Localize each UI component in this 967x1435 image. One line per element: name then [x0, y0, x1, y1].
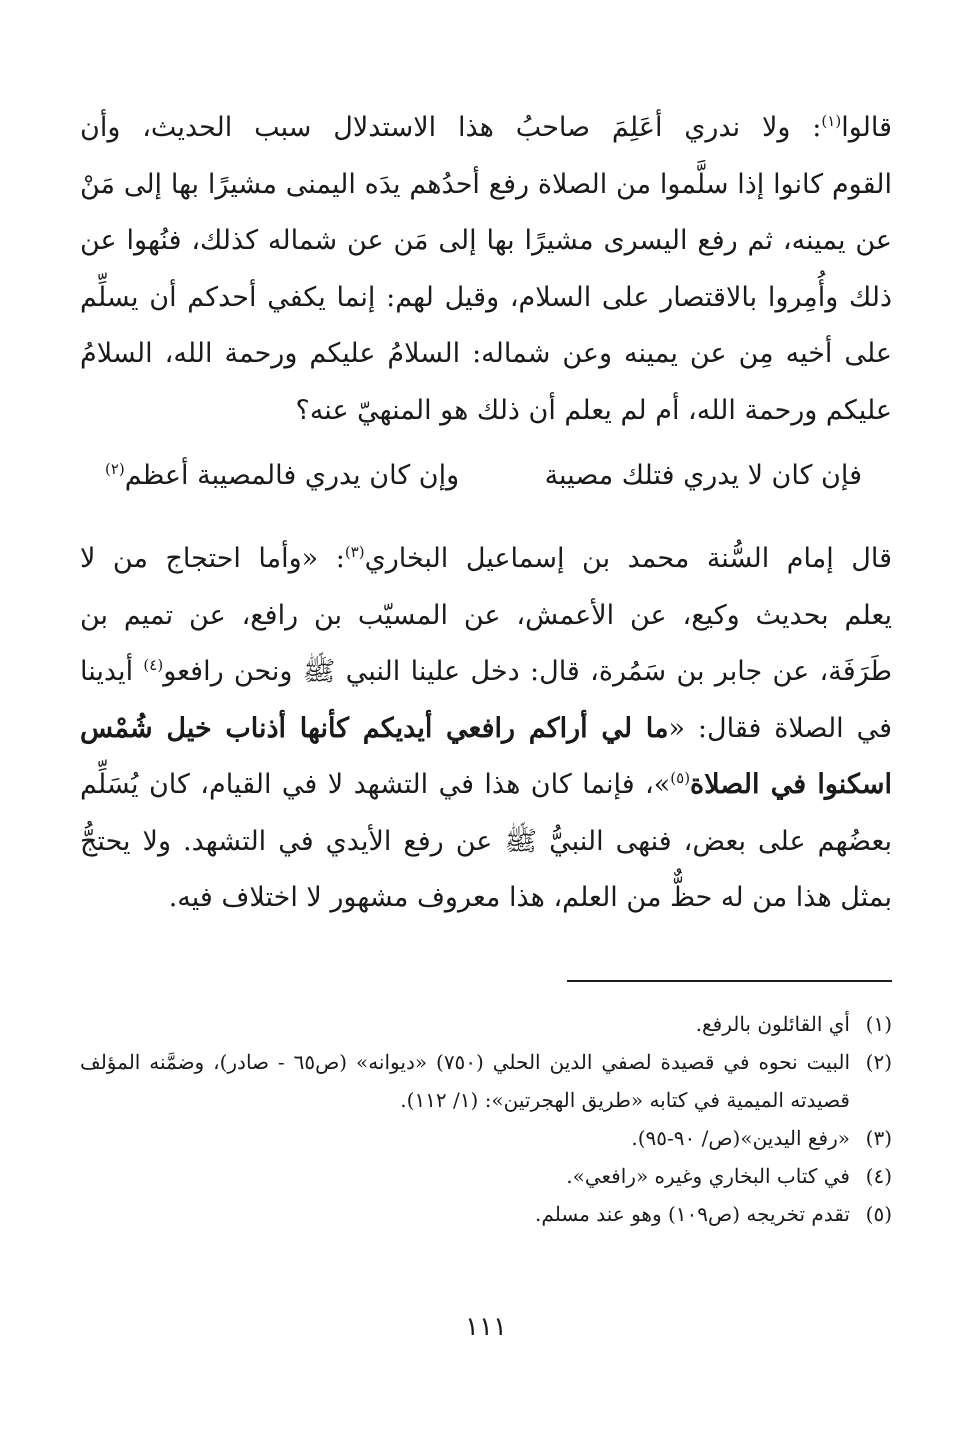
text-run: وإن كان يدري فالمصيبة أعظم — [124, 460, 460, 491]
page-number: ١١١ — [465, 1312, 507, 1342]
footnote-ref: (٤) — [143, 656, 164, 674]
verse-first-hemistich: فإن كان لا يدري فتلك مصيبة — [544, 460, 862, 491]
footnote-item — [80, 1005, 892, 1043]
paragraph-1-line: عليكم ورحمة الله، أم لم يعلم أن ذلك هو المنهيّ عنه؟ — [295, 394, 892, 426]
paragraph-2-line: يعلم بحديث وكيع، عن الأعمش، عن المسيّب بن رافع، عن تميم بن — [80, 599, 892, 631]
text-run: أيدينا — [80, 656, 144, 687]
paragraph-1-line: عن يمينه، ثم رفع اليسرى مشيرًا بها إلى مَن عن شماله كذلك، فنُهوا عن — [80, 225, 892, 256]
paragraph-1-line: على أخيه مِن عن يمينه وعن شماله: السلامُ عليكم ورحمة الله، السلامُ — [80, 338, 892, 369]
footnote-text: تقدم تخريجه (ص١٠٩) وهو عند مسلم. — [535, 1202, 850, 1226]
paragraph-2-line: بمثل هذا من له حظٌّ من العلم، هذا معروف مشهور لا اختلاف فيه. — [168, 882, 892, 913]
book-page — [80, 100, 892, 1400]
hadith-quote-bold: اسكنوا في الصلاة — [690, 769, 892, 800]
footnote-number: (٣) — [865, 1126, 892, 1150]
footnote-number: (٢) — [865, 1050, 892, 1074]
footnote-text: البيت نحوه في قصيدة لصفي الدين الحلي (٧٥٠) «ديوانه» (ص٦٥ - صادر)، وضمَّنه المؤلف قصيدته الميمية في كتابه «طريق الهجرتين»: (١/ ١١٢). — [80, 1050, 851, 1112]
footnote-number: (٥) — [865, 1202, 892, 1226]
footnote-ref: (٢) — [105, 460, 125, 478]
footnote-text: أي القائلون بالرفع. — [695, 1012, 850, 1036]
text-run: »، فإنما كان هذا في التشهد لا في القيام، كان يُسَلِّم — [80, 769, 671, 800]
text-run: في الصلاة فقال: « — [668, 712, 892, 744]
paragraph-2-line — [80, 701, 892, 758]
paragraph-2-line — [80, 531, 892, 588]
hadith-quote-bold: ما لي أراكم رافعي أيديكم كأنها أذناب خيل شُمْس — [80, 712, 669, 744]
paragraph-1-line: القوم كانوا إذا سلَّموا من الصلاة رفع أحدُهم يدَه اليمنى مشيرًا بها إلى مَنْ — [80, 168, 892, 200]
footnote-item — [80, 1119, 892, 1157]
text-run: قالوا — [841, 112, 892, 143]
footnotes — [80, 1005, 892, 1233]
footnote-item — [80, 1157, 892, 1195]
footnote-item — [80, 1043, 892, 1119]
footnote-ref: (١) — [821, 112, 842, 130]
verse-second-hemistich — [105, 441, 459, 511]
text-run: طَرَفَة، عن جابر بن سَمُرة، قال: دخل علينا النبي ﷺ ونحن رافعو — [163, 656, 892, 687]
footnote-item — [80, 1195, 892, 1233]
paragraph-2-line: بعضُهم على بعض، فنهى النبيُّ ﷺ عن رفع الأيدي في التشهد. ولا يحتجُّ — [80, 825, 892, 857]
poetry-verse — [80, 441, 892, 511]
text-run: : ولا ندري أعَلِمَ صاحبُ هذا الاستدلال سبب الحديث، وأن — [80, 112, 822, 143]
footnote-text: في كتاب البخاري وغيره «رافعي». — [566, 1164, 850, 1188]
text-run: قال إمام السُّنة محمد بن إسماعيل البخاري — [364, 543, 892, 574]
paragraph-1-line: ذلك وأُمِروا بالاقتصار على السلام، وقيل لهم: إنما يكفي أحدكم أن يسلِّم — [80, 281, 892, 313]
footnote-ref: (٥) — [670, 769, 691, 787]
footnote-text: «رفع اليدين»(ص/ ٩٠-٩٥). — [631, 1126, 850, 1150]
text-run: : «وأما احتجاج من لا — [80, 543, 345, 574]
paragraph-2-line — [80, 644, 892, 701]
paragraph-2 — [80, 531, 892, 927]
footnote-number: (٤) — [865, 1164, 892, 1188]
paragraph-1 — [80, 100, 892, 439]
footnote-separator — [567, 980, 892, 982]
footnote-ref: (٣) — [344, 543, 365, 561]
paragraph-1-line — [80, 100, 892, 157]
footnote-number: (١) — [865, 1012, 892, 1036]
paragraph-2-line — [80, 757, 892, 814]
